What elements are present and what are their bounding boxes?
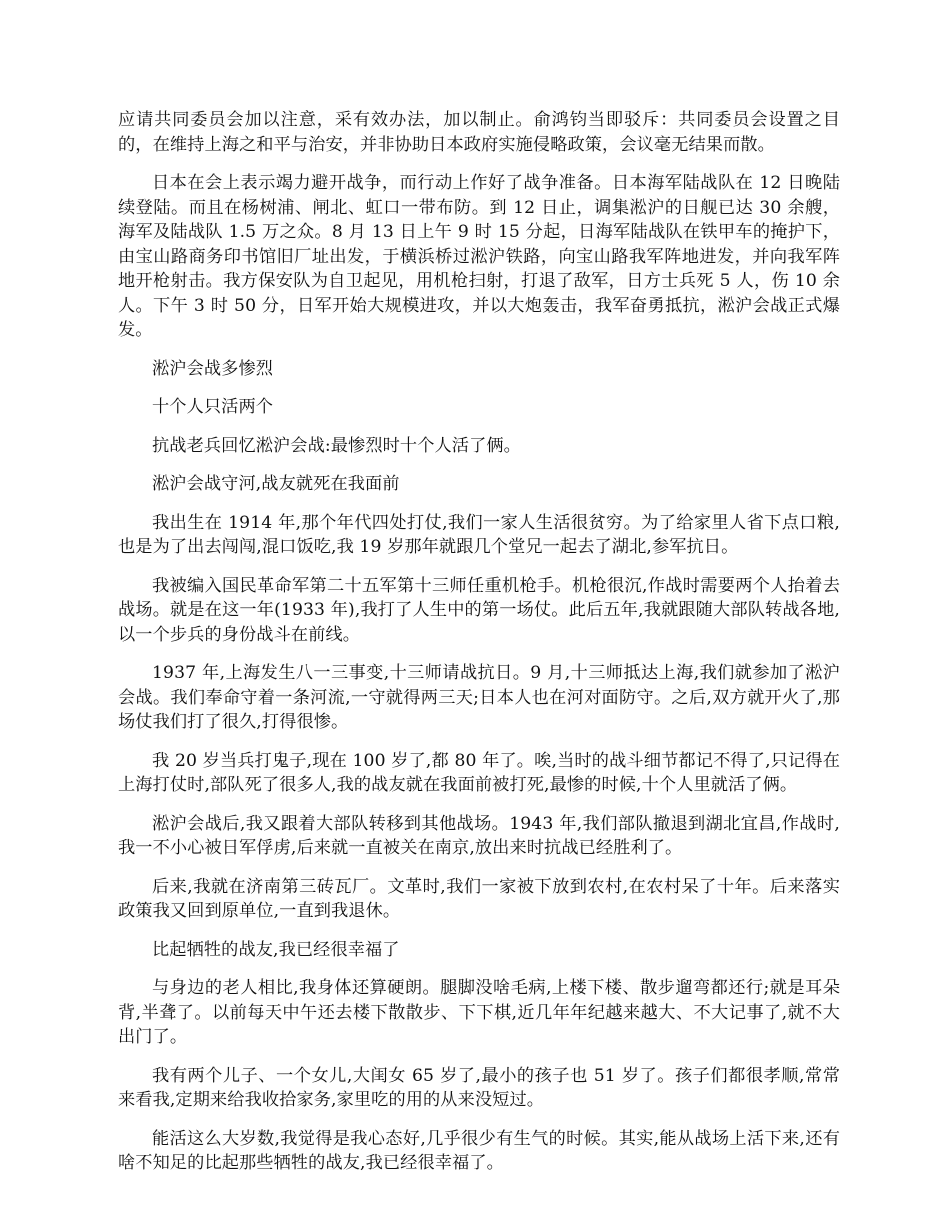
document-page <box>118 108 840 1190</box>
section-heading-3: 抗战老兵回忆淞沪会战:最惨烈时十个人活了俩。 <box>152 435 521 456</box>
paragraph-10: 我有两个儿子、一个女儿,大闺女 65 岁了,最小的孩子也 51 岁了。孩子们都很孝顺,常常来看我,定期来给我收拾家务,家里吃的用的从来没短过。 <box>118 1065 840 1110</box>
paragraph-7: 淞沪会战后,我又跟着大部队转移到其他战场。1943 年,我们部队撤退到湖北宜昌,作战时,我一不小心被日军俘虏,后来就一直被关在南京,放出来时抗战已经胜利了。 <box>118 813 840 858</box>
section-heading-4: 淞沪会战守河,战友就死在我面前 <box>152 474 400 494</box>
paragraph-6: 我 20 岁当兵打鬼子,现在 100 岁了,都 80 年了。唉,当时的战斗细节都记不得了,只记得在上海打仗时,部队死了很多人,我的战友就在我面前被打死,最惨的时候,十个人里就活了俩。 <box>118 750 840 795</box>
paragraph-9: 与身边的老人相比,我身体还算硬朗。腿脚没啥毛病,上楼下楼、散步遛弯都还行;就是耳朵背,半聋了。以前每天中午还去楼下散散步、下下棋,近几年年纪越来越大、不大记事了,就不大出门了。 <box>118 978 840 1047</box>
paragraph-11: 能活这么大岁数,我觉得是我心态好,几乎很少有生气的时候。其实,能从战场上活下来,还有啥不知足的比起那些牺牲的战友,我已经很幸福了。 <box>118 1128 840 1173</box>
paragraph-1: 应请共同委员会加以注意，采有效办法，加以制止。俞鸿钧当即驳斥：共同委员会设置之目的，在维持上海之和平与治安，并非协助日本政府实施侵略政策，会议毫无结果而散。 <box>118 110 840 155</box>
paragraph-5: 1937 年,上海发生八一三事变,十三师请战抗日。9 月,十三师抵达上海,我们就参加了淞沪会战。我们奉命守着一条河流,一守就得两三天;日本人也在河对面防守。之后,双方就开火了,那场仗我们打了很久,打得很惨。 <box>118 663 840 732</box>
paragraph-8: 后来,我就在济南第三砖瓦厂。文革时,我们一家被下放到农村,在农村呆了十年。后来落实政策我又回到原单位,一直到我退休。 <box>118 876 840 921</box>
paragraph-4: 我被编入国民革命军第二十五军第十三师任重机枪手。机枪很沉,作战时需要两个人抬着去战场。就是在这一年(1933 年),我打了人生中的第一场仗。此后五年,我就跟随大部队转战各地,以一个步兵的身份战斗在前线。 <box>118 575 840 645</box>
paragraph-3: 我出生在 1914 年,那个年代四处打仗,我们一家人生活很贫穷。为了给家里人省下点口粮,也是为了出去闯闯,混口饭吃,我 19 岁那年就跟几个堂兄一起去了湖北,参军抗日。 <box>118 512 840 557</box>
section-heading-5: 比起牺牲的战友,我已经很幸福了 <box>152 939 400 960</box>
section-heading-2: 十个人只活两个 <box>152 397 274 417</box>
paragraph-2: 日本在会上表示竭力避开战争，而行动上作好了战争准备。日本海军陆战队在 12 日晚陆续登陆。而且在杨树浦、闸北、虹口一带布防。到 12 日止，调集淞沪的日舰已达 30 余艘，海军及陆战队 1.5 万之众。8 月 13 日上午 9 时 15 分起，日海军陆战队在铁甲车的掩护下，由宝山路商务印书馆旧厂址出发，于横浜桥过淞沪铁路，向宝山路我军阵地进发，并向我军阵地开枪射击。我方保安队为自卫起见，用机枪扫射，打退了敌军，日方士兵死 5 人，伤 10 余人。下午 3 时 50 分，日军开始大规模进攻，并以大炮轰击，我军奋勇抵抗，淞沪会战正式爆发。 <box>118 173 840 340</box>
section-heading-1: 淞沪会战多惨烈 <box>152 358 274 379</box>
